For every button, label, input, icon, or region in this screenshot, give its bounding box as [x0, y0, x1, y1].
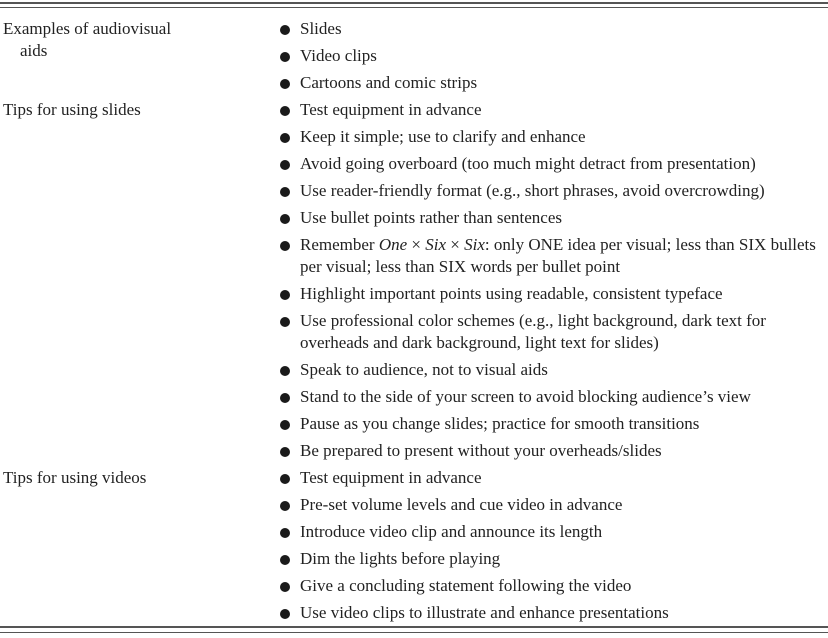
list-item: Be prepared to present without your overheads/slides [280, 440, 828, 462]
list-item: Cartoons and comic strips [280, 72, 828, 94]
list-item: Use bullet points rather than sentences [280, 207, 828, 229]
list-item: Introduce video clip and announce its length [280, 521, 828, 543]
bullet-icon [280, 106, 290, 116]
group-slides [0, 99, 828, 462]
list-item: Avoid going overboard (too much might detract from presentation) [280, 153, 828, 175]
list-item: Dim the lights before playing [280, 548, 828, 570]
bullet-icon [280, 447, 290, 457]
list-item: Stand to the side of your screen to avoid blocking audience’s view [280, 386, 828, 408]
bullet-icon [280, 290, 290, 300]
bullet-icon [280, 582, 290, 592]
bullet-icon [280, 25, 290, 35]
group-label: Tips for using slides [3, 100, 141, 119]
bullet-icon [280, 214, 290, 224]
bullet-icon [280, 609, 290, 619]
group-examples [0, 18, 828, 94]
bullet-icon [280, 187, 290, 197]
bullet-icon [280, 79, 290, 89]
list-item: Give a concluding statement following the video [280, 575, 828, 597]
list-item: Use reader-friendly format (e.g., short phrases, avoid overcrowding) [280, 180, 828, 202]
list-item: Pause as you change slides; practice for smooth transitions [280, 413, 828, 435]
list-item: Highlight important points using readable, consistent typeface [280, 283, 828, 305]
bullet-icon [280, 133, 290, 143]
bullet-icon [280, 366, 290, 376]
list-item: Slides [280, 18, 828, 40]
list-item: Pre-set volume levels and cue video in advance [280, 494, 828, 516]
bullet-icon [280, 241, 290, 251]
bullet-icon [280, 420, 290, 430]
bullet-icon [280, 555, 290, 565]
bullet-icon [280, 474, 290, 484]
bottom-rule-thin [0, 632, 828, 633]
top-rule [0, 2, 828, 4]
group-label: Tips for using videos [3, 468, 147, 487]
bullet-icon [280, 317, 290, 327]
group-videos [0, 467, 828, 624]
bullet-icon [280, 528, 290, 538]
group-label: Examples of audiovisual aids [3, 19, 172, 60]
list-item: Test equipment in advance [280, 467, 828, 489]
list-item-rule: Remember One × Six × Six: only ONE idea per visual; less than SIX bullets per visual; less than SIX words per bullet point [280, 234, 828, 278]
bottom-rule [0, 626, 828, 628]
bullet-icon [280, 501, 290, 511]
list-item: Use video clips to illustrate and enhance presentations [280, 602, 828, 624]
bullet-icon [280, 160, 290, 170]
top-rule-thin [0, 7, 828, 8]
list-item: Keep it simple; use to clarify and enhance [280, 126, 828, 148]
list-item: Video clips [280, 45, 828, 67]
list-item: Use professional color schemes (e.g., light background, dark text for overheads and dark background, light text for slides) [280, 310, 828, 354]
bullet-icon [280, 52, 290, 62]
audiovisual-aids-table [0, 18, 828, 629]
list-item: Test equipment in advance [280, 99, 828, 121]
list-item: Speak to audience, not to visual aids [280, 359, 828, 381]
bullet-icon [280, 393, 290, 403]
